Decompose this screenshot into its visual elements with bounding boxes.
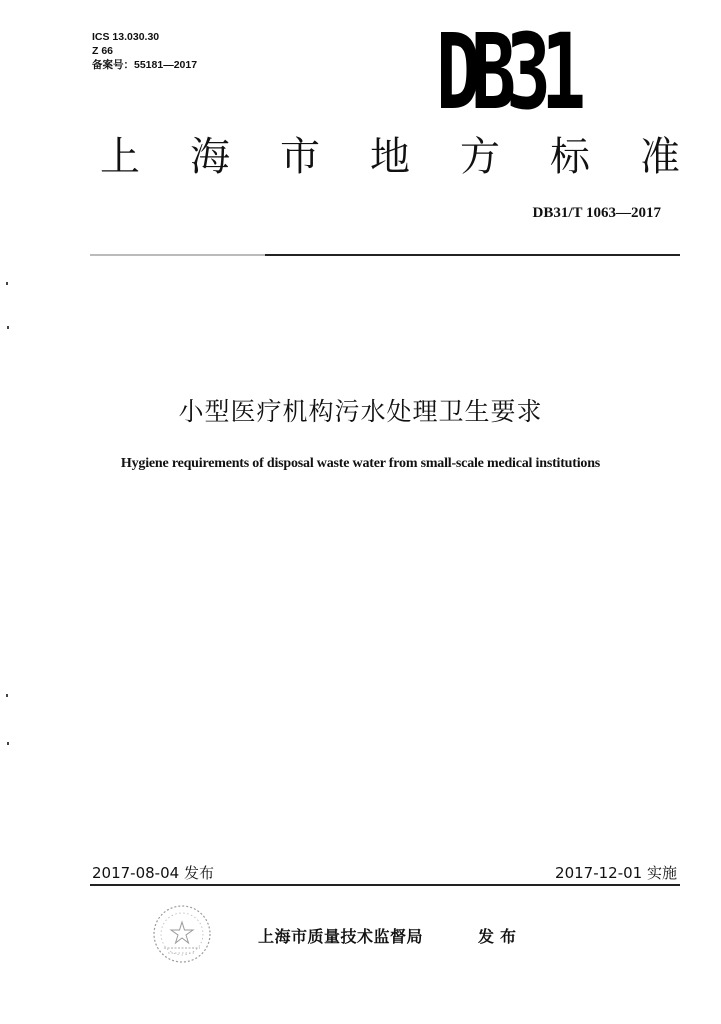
footer-divider xyxy=(90,884,680,886)
document-title-english: Hygiene requirements of disposal waste water from small-scale medical institutions xyxy=(120,456,601,471)
standard-class-char: 上 xyxy=(100,134,140,180)
issuing-authority: 上海市质量技术监督局 xyxy=(258,927,424,946)
implementation-date: 2017-12-01 实施 xyxy=(555,864,677,882)
scan-speck xyxy=(7,742,9,745)
ccs-code: Z 66 xyxy=(92,45,114,57)
standard-class-char: 准 xyxy=(640,134,680,180)
scan-speck xyxy=(7,326,9,329)
official-seal-icon xyxy=(150,902,214,966)
header-divider-faded xyxy=(90,254,265,256)
filing-number: 备案号：55181—2017 xyxy=(92,59,198,71)
issue-label: 发布 xyxy=(478,927,523,946)
db31-logo: DB31 xyxy=(436,11,577,133)
standard-class-title xyxy=(100,134,680,180)
issue-date: 2017-08-04 发布 xyxy=(92,864,214,882)
scan-speck xyxy=(6,694,8,697)
ics-code: ICS 13.030.30 xyxy=(92,31,160,43)
scan-speck xyxy=(6,282,8,285)
standard-class-char: 海 xyxy=(190,134,230,180)
standard-class-char: 方 xyxy=(460,134,500,180)
standard-class-char: 市 xyxy=(280,134,320,180)
standard-class-char: 标 xyxy=(550,134,590,180)
standard-class-char: 地 xyxy=(370,134,410,180)
document-title-chinese: 小型医疗机构污水处理卫生要求 xyxy=(178,397,543,426)
standard-number: DB31/T 1063—2017 xyxy=(532,205,661,221)
classification-block xyxy=(92,30,197,72)
